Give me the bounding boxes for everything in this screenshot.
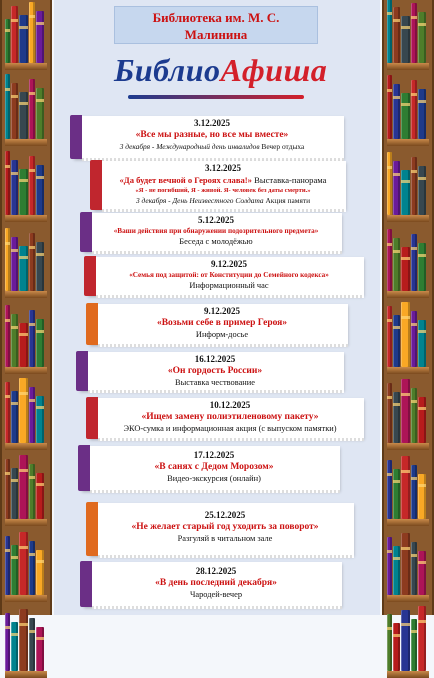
book-pages-decoration: [92, 606, 342, 609]
shelf-board: [387, 443, 429, 450]
book-spine-decoration: [76, 351, 88, 391]
book-spine: [418, 320, 426, 367]
event-card: [82, 446, 340, 490]
shelf-board: [387, 671, 429, 678]
event-card: [94, 161, 346, 209]
shelf-board: [5, 595, 47, 602]
event-format: Акция памяти: [263, 196, 311, 205]
book-spine: [418, 606, 426, 671]
event-format: Информ-досье: [195, 330, 249, 339]
book-spine: [401, 93, 410, 139]
event-card: [84, 562, 342, 606]
event-title: «В санях с Дедом Морозом»: [154, 462, 274, 472]
shelf-compartment: [5, 76, 47, 146]
book-spine: [393, 392, 400, 443]
book-spine: [387, 614, 392, 671]
event-card: [84, 213, 342, 251]
book-pages-decoration: [102, 209, 346, 212]
book-spine: [19, 15, 28, 63]
event-title: «Ваши действия при обнаружении подозрительного предмета»: [113, 227, 319, 235]
event-title-text: «Да будет вечной о Героях слава!»: [119, 175, 252, 185]
book-spine: [29, 387, 35, 443]
right-bookshelf: [382, 0, 434, 615]
shelf-board: [5, 367, 47, 374]
book-pages-decoration: [98, 344, 348, 347]
book-spine: [29, 233, 35, 291]
event-description: [102, 423, 358, 434]
book-spine: [5, 19, 10, 63]
event-description: [92, 377, 338, 388]
shelf-compartment: [5, 380, 47, 450]
book-spine: [401, 610, 410, 671]
book-spine: [393, 315, 400, 367]
book-spine-decoration: [80, 212, 92, 252]
event-title: «Семья под защитой: от Конституции до Семейного кодекса»: [129, 271, 329, 279]
book-spine: [19, 532, 28, 595]
event-title: «Ищем замену полиэтиленовому пакету»: [141, 412, 319, 422]
shelf-board: [387, 139, 429, 146]
book-spine: [387, 460, 392, 519]
book-spine: [29, 2, 35, 63]
book-spine-decoration: [86, 502, 98, 556]
event-date: 3.12.2025: [194, 118, 230, 128]
book-spine: [29, 156, 35, 215]
book-spine: [411, 157, 417, 215]
book-spine: [36, 165, 44, 215]
book-spine: [11, 237, 18, 291]
shelf-compartment: [5, 532, 47, 602]
book-spine: [36, 627, 44, 671]
shelf-board: [387, 63, 429, 70]
event-format: Разгуляй в читальном зале: [177, 534, 273, 543]
book-spine: [5, 151, 10, 215]
book-spine: [36, 88, 44, 139]
book-spine: [36, 11, 44, 63]
event-date: 28.12.2025: [195, 566, 237, 576]
shelf-compartment: [387, 304, 429, 374]
event-date: 3.12.2025: [205, 163, 241, 173]
book-pages-decoration: [90, 490, 340, 493]
book-spine: [29, 541, 35, 595]
event-date: 25.12.2025: [204, 510, 246, 520]
shelf-compartment: [387, 608, 429, 678]
biblioafisha-logo: [114, 52, 328, 94]
event-type: Выставка-панорама: [251, 175, 327, 185]
left-bookshelf: [0, 0, 52, 615]
book-spine: [11, 468, 18, 519]
book-pages-decoration: [92, 251, 342, 254]
book-spine: [393, 623, 400, 671]
book-spine: [5, 382, 10, 443]
book-spine: [387, 0, 392, 63]
book-spine: [11, 6, 18, 63]
event-description: [102, 533, 348, 544]
event-description: [100, 280, 358, 291]
shelf-compartment: [387, 456, 429, 526]
book-spine: [401, 170, 410, 215]
event-format: Беседа с молодёжью: [179, 237, 253, 246]
book-spine: [5, 305, 10, 367]
event-title: [106, 174, 340, 186]
shelf-compartment: [387, 152, 429, 222]
book-pages-decoration: [96, 295, 364, 298]
event-title: «Не желает старый год уходить за поворот»: [131, 522, 319, 532]
book-spine: [19, 378, 28, 443]
shelf-compartment: [5, 152, 47, 222]
book-spine: [387, 75, 392, 139]
book-spine: [401, 456, 410, 519]
event-title: «Возьми себе в пример Героя»: [156, 318, 288, 328]
book-pages-decoration: [88, 390, 344, 393]
event-date: 9.12.2025: [211, 259, 247, 269]
event-date: 5.12.2025: [198, 215, 234, 225]
event-date: 10.12.2025: [209, 400, 251, 410]
shelf-board: [5, 671, 47, 678]
book-spine-decoration: [90, 160, 102, 210]
shelf-compartment: [387, 228, 429, 298]
book-spine: [29, 310, 35, 367]
event-card: [90, 304, 348, 344]
shelf-compartment: [387, 76, 429, 146]
shelf-board: [5, 519, 47, 526]
event-card: [90, 398, 364, 438]
book-spine: [5, 228, 10, 291]
book-spine: [387, 537, 392, 595]
library-name: [114, 6, 318, 44]
book-spine: [393, 469, 400, 519]
book-spine: [387, 229, 392, 291]
event-occasion: 3 декабря - Международный день инвалидов: [119, 142, 260, 151]
shelf-board: [387, 595, 429, 602]
shelf-board: [387, 215, 429, 222]
book-spine: [5, 536, 10, 595]
logo-part2: Афиша: [220, 52, 328, 88]
event-date: 16.12.2025: [194, 354, 236, 364]
event-format: Вечер отдыха: [259, 142, 305, 151]
book-spine: [19, 246, 28, 291]
shelf-board: [5, 139, 47, 146]
event-description: [94, 473, 334, 484]
book-spine-decoration: [86, 303, 98, 345]
book-spine: [411, 465, 417, 519]
shelf-board: [5, 291, 47, 298]
book-spine: [11, 83, 18, 139]
book-spine: [36, 242, 44, 291]
shelf-board: [5, 63, 47, 70]
book-spine: [387, 383, 392, 443]
event-title: «Он гордость России»: [167, 366, 263, 376]
event-description: [102, 329, 342, 340]
book-spine: [418, 89, 426, 139]
event-card: [74, 116, 344, 158]
logo-part1: Библио: [114, 52, 221, 88]
library-name-line1: Библиотека им. М. С.: [152, 10, 280, 25]
event-description: [106, 195, 340, 206]
shelf-board: [5, 443, 47, 450]
book-spine: [411, 619, 417, 671]
library-name-line2: Малинина: [184, 27, 248, 42]
event-card: [88, 257, 364, 295]
event-format: Чародей-вечер: [189, 590, 243, 599]
book-spine: [36, 396, 44, 443]
book-spine: [393, 238, 400, 291]
shelf-compartment: [387, 0, 429, 70]
book-spine: [393, 161, 400, 215]
event-description: [86, 141, 338, 152]
event-description: [96, 589, 336, 600]
book-spine: [411, 388, 417, 443]
book-spine: [418, 12, 426, 63]
book-spine: [401, 16, 410, 63]
shelf-compartment: [5, 304, 47, 374]
event-format: Информационный час: [189, 281, 269, 290]
book-spine: [11, 391, 18, 443]
book-spine: [411, 311, 417, 367]
shelf-compartment: [5, 228, 47, 298]
book-spine: [418, 166, 426, 215]
book-spine: [11, 160, 18, 215]
book-pages-decoration: [98, 555, 354, 558]
shelf-board: [5, 215, 47, 222]
book-spine: [29, 464, 35, 519]
book-spine: [393, 7, 400, 63]
book-spine: [418, 243, 426, 291]
book-spine: [393, 546, 400, 595]
shelf-compartment: [5, 456, 47, 526]
shelf-board: [387, 367, 429, 374]
event-occasion: 3 декабря - День Неизвестного Солдата: [135, 196, 264, 205]
book-spine: [36, 550, 44, 595]
book-spine: [29, 79, 35, 139]
book-spine: [5, 74, 10, 139]
book-pages-decoration: [98, 438, 364, 441]
shelf-board: [387, 291, 429, 298]
event-card: [90, 503, 354, 555]
book-spine: [29, 618, 35, 671]
book-spine: [401, 247, 410, 291]
event-card: [80, 352, 344, 390]
book-spine: [19, 323, 28, 367]
event-date: 17.12.2025: [193, 450, 235, 460]
book-spine: [387, 152, 392, 215]
book-spine: [411, 542, 417, 595]
book-spine: [393, 84, 400, 139]
book-spine: [19, 169, 28, 215]
book-spine: [411, 234, 417, 291]
book-spine: [19, 92, 28, 139]
book-spine: [418, 551, 426, 595]
event-format: Выставка чествование: [175, 378, 255, 387]
shelf-compartment: [5, 0, 47, 70]
book-spine-decoration: [78, 445, 90, 491]
logo-underline: [128, 95, 304, 99]
book-spine: [36, 473, 44, 519]
book-spine: [401, 302, 410, 367]
event-description: [96, 236, 336, 247]
book-spine: [11, 314, 18, 367]
event-title: «Все мы разные, но все мы вместе»: [135, 130, 289, 140]
book-spine-decoration: [84, 256, 96, 296]
book-spine: [411, 3, 417, 63]
event-date: 9.12.2025: [204, 306, 240, 316]
book-spine: [418, 474, 426, 519]
book-spine: [401, 379, 410, 443]
shelf-compartment: [387, 380, 429, 450]
event-quote: «Я - не погибший, Я - живой. Я- человек без даты смерти.»: [135, 187, 311, 194]
book-spine: [387, 306, 392, 367]
book-spine-decoration: [70, 115, 82, 159]
book-spine: [11, 545, 18, 595]
book-spine: [11, 622, 18, 671]
book-spine: [418, 397, 426, 443]
book-spine-decoration: [80, 561, 92, 607]
event-format: Видео-экскурсия (онлайн): [167, 474, 261, 483]
event-title: «В день последний декабря»: [155, 578, 277, 588]
book-spine-decoration: [86, 397, 98, 439]
book-spine: [411, 80, 417, 139]
book-spine: [36, 319, 44, 367]
book-spine: [5, 613, 10, 671]
book-spine: [19, 609, 28, 671]
book-spine: [19, 455, 28, 519]
event-format: ЭКО-сумка и информационная акция (с выпуском памятки): [123, 424, 337, 433]
shelf-compartment: [5, 608, 47, 678]
book-spine: [401, 533, 410, 595]
book-spine: [5, 459, 10, 519]
shelf-compartment: [387, 532, 429, 602]
shelf-board: [387, 519, 429, 526]
